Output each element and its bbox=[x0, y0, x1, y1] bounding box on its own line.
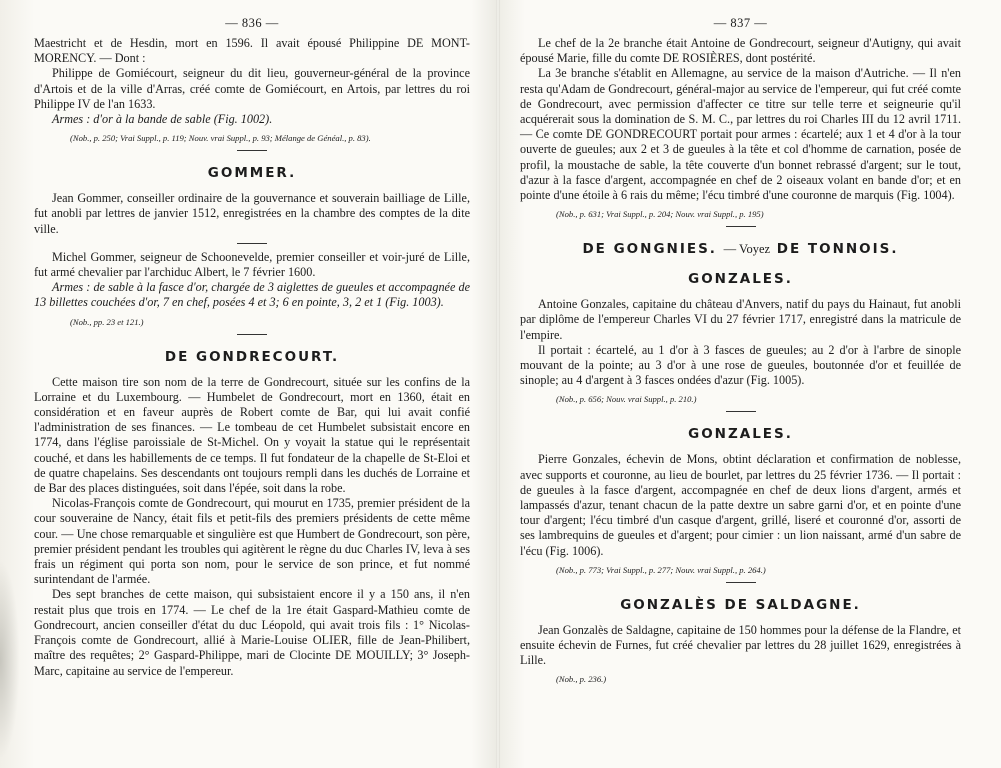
reference-note: (Nob., p. 236.) bbox=[556, 674, 607, 685]
paragraph: Antoine Gonzales, capitaine du château d'Anvers, natif du pays du Hainaut, fut anobli par diplôme de l'empereur Charles VI du 27 février 1717, enregistré dans la matricule de l'empire. bbox=[520, 297, 961, 342]
section-rule bbox=[726, 226, 756, 227]
arms-description: Armes : d'or à la bande de sable (Fig. 1002). bbox=[52, 112, 273, 127]
reference-note: (Nob., p. 773; Vrai Suppl., p. 277; Nouv. vrai Suppl., p. 264.) bbox=[556, 564, 766, 575]
see-also-target: DE TONNOIS. bbox=[776, 241, 899, 258]
reference-note: (Nob., p. 656; Nouv. vrai Suppl., p. 210.) bbox=[556, 394, 697, 405]
paragraph: Le chef de la 2e branche était Antoine de Gondrecourt, seigneur d'Autigny, qui avait épousé Marie, fille du comte DE ROSIÈRES, dont postérité. bbox=[520, 36, 961, 66]
paragraph: La 3e branche s'établit en Allemagne, au service de la maison d'Autriche. — Il n'en resta qu'Adam de Gondrecourt, général-major au service de l'empereur, qui fut créé comte de Gondrecourt, avec permission d'affecter ce titre sur telle terre et seigneurie qu'il acquérerait sous la domination de S. M. C., par lettres du roi Charles III du 12 avril 1711. — Ce comte DE GONDRECOURT portait pour armes : écartelé; aux 1 et 4 d'or à la tour ouverte de gueules; aux 2 et 3 de gueules à la tête et col d'homme de carnation, posée de profil, la moustache de sable, la tête couverte d'un bonnet rebrassé d'argent; sur le tout, d'azur à la fasce d'argent, accompagnée en chef de 2 oiseaux volant en bande d'or; et en pointe d'une étoile à 6 rais du même; l'écu timbré d'une couronne de marquis (Fig. 1004). bbox=[520, 66, 961, 203]
entry-heading bbox=[520, 241, 961, 257]
paragraph: Nicolas-François comte de Gondrecourt, qui mourut en 1735, premier président de la cour souveraine de Nancy, était fils et petit-fils des premiers présidents de cette même cour. — Une chose remarquable et singulière est que Humbert de Gondrecourt, son père, premier président pendant les troubles qui agitèrent le règne du duc Charles IV, leva à ses frais un régiment qui porta son nom, pour le service de son prince, et fut nommé surintendant de l'armée. bbox=[34, 496, 470, 587]
reference-note: (Nob., p. 631; Vrai Suppl., p. 204; Nouv. vrai Suppl., p. 195) bbox=[556, 209, 764, 220]
paragraph: Jean Gommer, conseiller ordinaire de la gouvernance et souverain bailliage de Lille, fut anobli par lettres de janvier 1512, enregistrées en la chambre des comptes de la dite ville. bbox=[34, 191, 470, 236]
reference-note: (Nob., p. 250; Vrai Suppl., p. 119; Nouv. vrai Suppl., p. 93; Mélange de Généal., p. 83). bbox=[70, 133, 371, 144]
entry-heading: GOMMER. bbox=[207, 165, 297, 182]
page-stain bbox=[0, 560, 20, 760]
section-rule bbox=[726, 582, 756, 583]
section-rule bbox=[726, 411, 756, 412]
paragraph: Maestricht et de Hesdin, mort en 1596. Il avait épousé Philippine DE MONT-MORENCY. — Dont : bbox=[34, 36, 470, 66]
entry-heading: GONZALES. bbox=[688, 271, 793, 288]
paragraph: Michel Gommer, seigneur de Schoonevelde, premier conseiller et voir-juré de Lille, fut armé chevalier par l'archiduc Albert, le 7 février 1600. bbox=[34, 249, 470, 280]
entry-heading: GONZALÈS DE SALDAGNE. bbox=[620, 596, 861, 613]
entry-heading: GONZALES. bbox=[688, 426, 793, 443]
paragraph: Cette maison tire son nom de la terre de Gondrecourt, située sur les confins de la Lorraine et du Luxembourg. — Humbelet de Gondrecourt, mort en 1360, était en considération et en faveur auprès de Robert comte de Bar, qui lui avait confié l'administration de ses finances. — Le tombeau de cet Humbelet subsistait encore en 1774, dans l'église paroissiale de St-Michel. On y voyait la statue qui le représentait couché, et dans les habillements de ce temps. Il fut fondateur de la chapelle de St-Eloi et de quatre chapelains. Ses descendants ont toujours rempli dans les duchés de Lorraine et de Bar des places distinguées, soit dans l'épée, soit dans la robe. bbox=[34, 374, 470, 496]
entry-heading: DE GONDRECOURT. bbox=[164, 348, 340, 365]
paragraph: Pierre Gonzales, échevin de Mons, obtint déclaration et confirmation de noblesse, avec supports et couronne, au lieu de bourlet, par lettres du 25 février 1736. — Il portait : de gueules à la fasce d'argent, accompagnée en chef de deux lions d'argent, armés et lampassés d'azur, tenant chacun de la patte dextre un sabre garni d'or, et en pointe d'une tour d'argent; l'écu timbré d'un casque d'argent, grillé, liseré et couronné d'or, assorti de ses lambrequins de gueules et d'argent; pour cimier : un lion naissant, armé d'un sabre de l'écu (Fig. 1006). bbox=[520, 452, 961, 558]
paragraph: Philippe de Gomiécourt, seigneur du dit lieu, gouverneur-général de la province d'Artois et de la ville d'Arras, créé comte de Gomiécourt, en Artois, par lettres du roi Philippe IV de l'an 1633. bbox=[34, 66, 470, 111]
page-number: — 837 — bbox=[713, 16, 768, 30]
arms-description: Armes : de sable à la fasce d'or, chargée de 3 aiglettes de gueules et accompagnée de 13 billettes couchées d'or, 7 en chef, posées 4 et 3; 6 en pointe, 3, 2 et 1 (Fig. 1003). bbox=[34, 280, 470, 310]
right-page bbox=[500, 0, 1001, 768]
section-rule bbox=[237, 334, 267, 335]
arms-description: Il portait : écartelé, au 1 d'or à 3 fasces de gueules; au 2 d'or à l'arbre de sinople mouvant de la pointe; au 3 d'or à une rose de gueules, boutonnée d'or et feuillée de sinople; au 4 d'argent à 3 fasces ondées d'azur (Fig. 1005). bbox=[520, 342, 961, 388]
see-also-label: — Voyez bbox=[723, 242, 771, 257]
section-rule bbox=[237, 150, 267, 151]
section-rule bbox=[237, 243, 267, 244]
left-page bbox=[0, 0, 496, 768]
paragraph: Des sept branches de cette maison, qui subsistaient encore il y a 150 ans, il n'en restait plus que trois en 1774. — Le chef de la 1re était Gaspard-Mathieu comte de Gondrecourt, ancien conseiller d'état du duc Léopold, qui avait trois fils : 1° Nicolas-François comte de Gondrecourt, allié à Marie-Louise OLIER, fille de Jean-Philibert, maître des requêtes; 2° Gaspard-Philippe, mari de Clocinte DE MOUILLY; 3° Joseph-Marc, capitaine au service de l'empereur. bbox=[34, 587, 470, 678]
page-number: — 836 — bbox=[225, 16, 279, 30]
entry-heading-main: DE GONGNIES. bbox=[582, 241, 717, 258]
paragraph: Jean Gonzalès de Saldagne, capitaine de 150 hommes pour la défense de la Flandre, et ensuite échevin de Furnes, fut créé chevalier par lettres du 28 juillet 1629, enregistrées à Lille. bbox=[520, 622, 961, 668]
reference-note: (Nob., pp. 23 et 121.) bbox=[70, 316, 144, 327]
